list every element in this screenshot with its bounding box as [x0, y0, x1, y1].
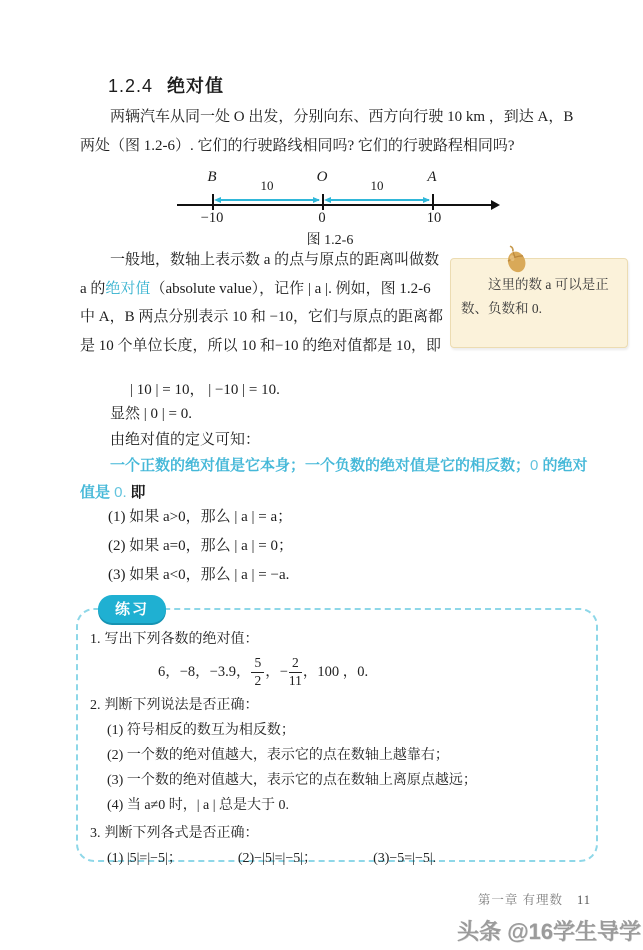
- margin-note-text: 这里的数 a 可以是正数、负数和 0.: [461, 277, 609, 316]
- question-1: [90, 627, 590, 652]
- question-2-sub-3: (3) 一个数的绝对值越大，表示它的点在数轴上离原点越远；: [107, 773, 477, 788]
- distance-label-left: 10: [260, 178, 274, 193]
- axis-value-0: 0: [318, 210, 326, 226]
- number-line-figure: [0, 168, 643, 248]
- rule-part2: 的绝对值是: [80, 457, 588, 501]
- fraction-denominator: 2: [254, 672, 262, 688]
- definition-term: 绝对值: [105, 280, 151, 297]
- case-zero: (2) 如果 a=0，那么 | a | = 0；: [108, 538, 293, 554]
- fraction-sign: −: [279, 663, 288, 680]
- point-label-A: A: [427, 169, 437, 185]
- question-2: [90, 693, 590, 718]
- question-2-number: 2.: [90, 698, 101, 713]
- rule-end: 即: [126, 485, 146, 501]
- question-1-items: [158, 655, 590, 689]
- question-3-sub-1: (1) |5|=|−5|；: [107, 851, 182, 866]
- distance-arrow-left: [217, 199, 319, 201]
- intro-paragraph: 两辆汽车从同一处 O 出发，分别向东、西方向行驶 10 km ，到达 A，B 两处（图 1.2-6）. 它们的行驶路线相同吗? 它们的行驶路程相同吗?: [80, 109, 574, 154]
- abs-value-rule: [80, 452, 596, 507]
- definition-post: （absolute value），记作 | a |. 例如，图 1.2-6 中 A，B 两点分别表示 10 和 −10，它们与原点的距离都是 10 个单位长度，所以 10 和−10 的绝对值都是 10，即: [80, 280, 444, 354]
- section-title: 绝对值: [167, 76, 225, 96]
- q1-separator: ，: [302, 663, 318, 680]
- axis-arrowhead-icon: [491, 200, 500, 210]
- practice-content: [90, 624, 590, 871]
- arrowhead-icon: [214, 197, 221, 203]
- mouse-icon: [502, 244, 530, 274]
- question-3-text: 判断下列各式是否正确：: [104, 826, 259, 841]
- case-positive: (1) 如果 a>0，那么 | a | = a；: [108, 509, 293, 525]
- question-2-text: 判断下列说法是否正确：: [104, 698, 259, 713]
- question-2-sub-2: (2) 一个数的绝对值越大，表示它的点在数轴上越靠右；: [107, 748, 449, 763]
- question-3-sub-3: (3)−5=|−5|.: [373, 851, 437, 866]
- fraction-numerator: 2: [289, 656, 302, 672]
- question-1-text: 写出下列各数的绝对值：: [104, 632, 259, 647]
- distance-label-right: 10: [370, 178, 384, 193]
- axis-value-10: 10: [426, 210, 442, 226]
- question-3: [90, 821, 590, 846]
- question-2-sub-4: (4) 当 a≠0 时，| a | 总是大于 0.: [107, 798, 290, 813]
- fraction-2-11: [289, 656, 302, 687]
- from-definition-line: 由绝对值的定义可知：: [110, 432, 261, 448]
- question-3-subs: [107, 846, 590, 871]
- q1-numbers-pre: 6，−8，−3.9，: [158, 663, 251, 680]
- section-number: 1.2.4: [108, 76, 154, 96]
- definition-paragraph: [80, 246, 444, 360]
- arrowhead-icon: [423, 197, 430, 203]
- practice-label: 练习: [98, 595, 166, 623]
- distance-arrow-right: [327, 199, 429, 201]
- abs-formula-10: | 10 | = 10， | −10 | = 10.: [130, 382, 280, 398]
- point-label-B: B: [207, 169, 217, 185]
- q1-numbers-post: 100 ，0.: [317, 663, 369, 680]
- axis-value-neg10: −10: [200, 210, 224, 226]
- number-line-axis: [177, 204, 493, 206]
- section-heading: [108, 72, 224, 98]
- case-negative: (3) 如果 a<0，那么 | a | = −a.: [108, 567, 290, 583]
- chapter-title: 第一章 有理数: [477, 893, 563, 907]
- rule-zero1: 0: [530, 457, 539, 474]
- question-1-number: 1.: [90, 632, 101, 647]
- fraction-denominator: 11: [288, 672, 302, 688]
- abs-zero-line: 显然 | 0 | = 0.: [110, 406, 192, 422]
- margin-note: [450, 258, 628, 348]
- question-2-sub-1: (1) 符号相反的数互为相反数；: [107, 723, 295, 738]
- question-3-sub-2: (2)−|5|=|−5|；: [237, 851, 318, 866]
- arrowhead-icon: [324, 197, 331, 203]
- arrowhead-icon: [313, 197, 320, 203]
- fraction-numerator: 5: [251, 656, 264, 672]
- figure-caption: 图 1.2-6: [306, 233, 354, 248]
- abs-cases: [108, 503, 293, 590]
- question-3-number: 3.: [90, 826, 101, 841]
- point-label-O: O: [316, 169, 328, 185]
- page-footer: [478, 890, 591, 908]
- rule-zero2: 0.: [114, 484, 127, 501]
- q1-separator: ，: [265, 663, 280, 680]
- fraction-5-2: [251, 656, 264, 687]
- tick-A: [432, 194, 434, 210]
- definition-pre: 一般地，数轴上表示数 a 的点与原点的距离叫做数 a 的: [80, 252, 440, 297]
- page-number: 11: [576, 893, 591, 907]
- rule-part1: 一个正数的绝对值是它本身；一个负数的绝对值是它的相反数；: [110, 457, 531, 474]
- watermark: 头条 @16学生导学: [456, 919, 641, 944]
